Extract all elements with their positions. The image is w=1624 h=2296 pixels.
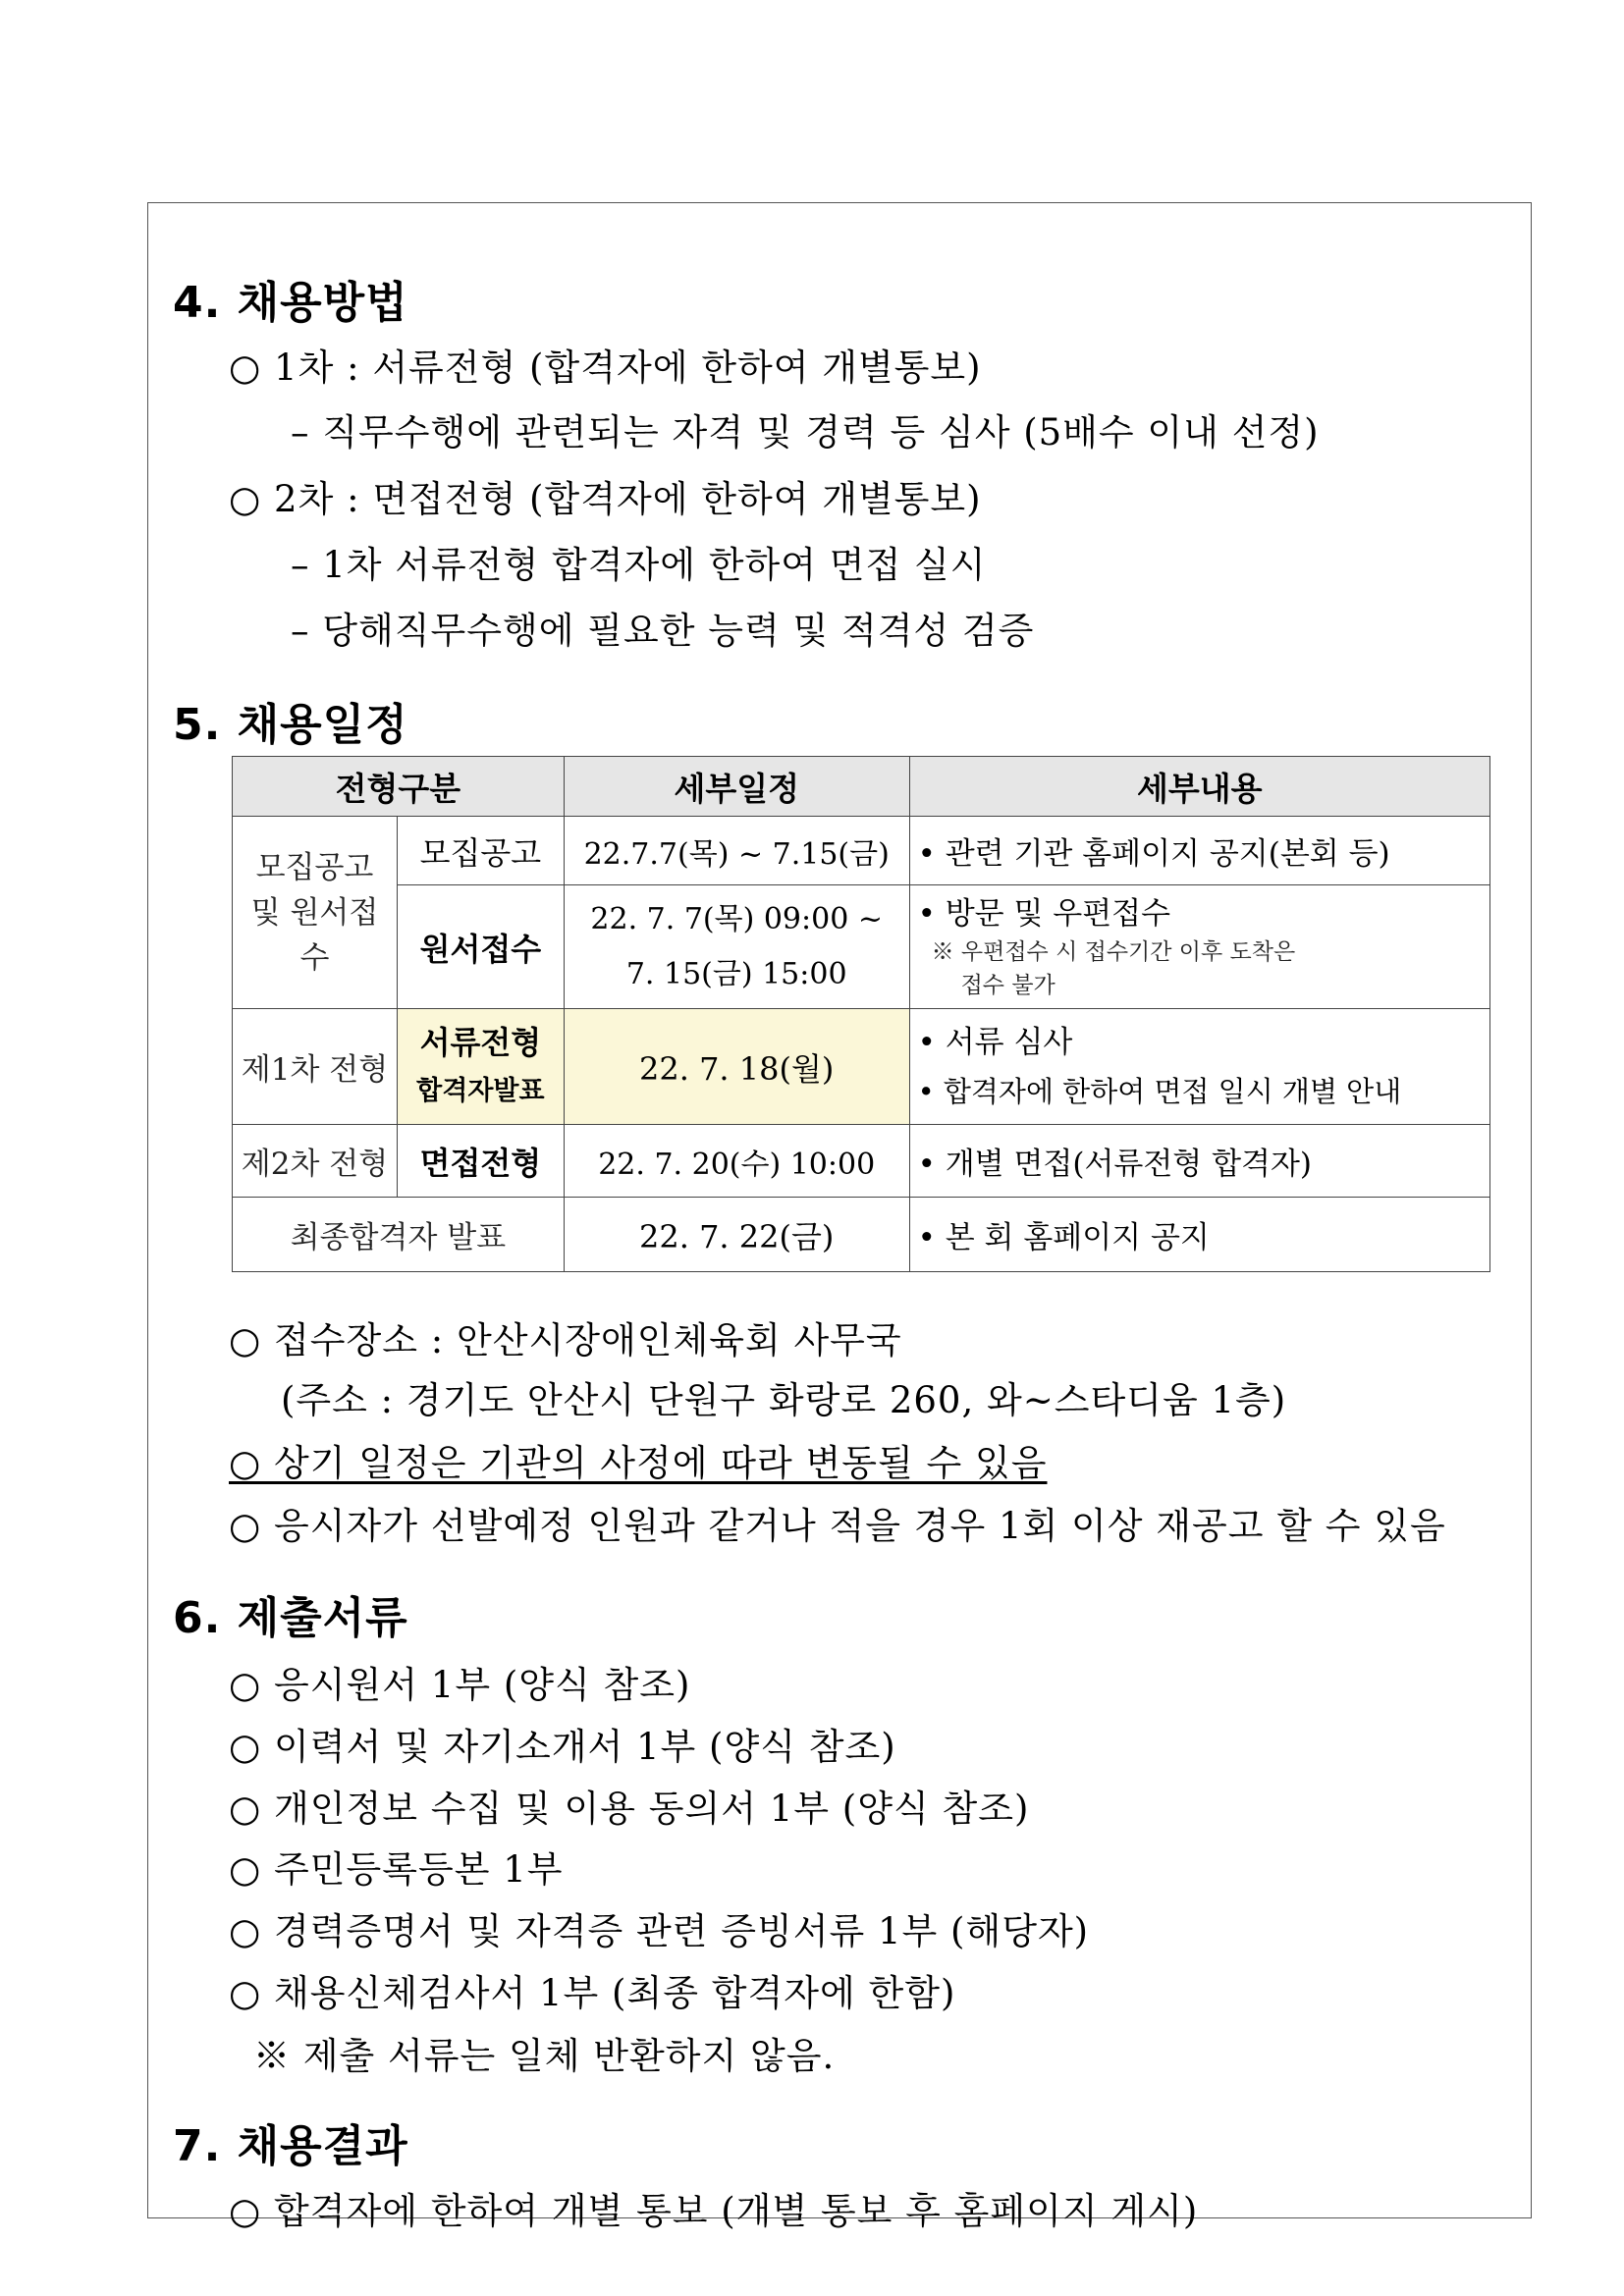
row5-date: 22. 7. 22(금) <box>564 1198 909 1272</box>
row4-date: 22. 7. 20(수) 10:00 <box>564 1125 909 1198</box>
row3-detail <box>909 1009 1489 1125</box>
section-5-title: 5. 채용일정 <box>173 700 408 750</box>
row4-sub: 면접전형 <box>397 1125 564 1198</box>
group-recruit-label: 모집공고 및 원서접수 <box>250 849 379 976</box>
row4-group: 제2차 전형 <box>233 1125 398 1198</box>
schedule-table <box>232 756 1490 1272</box>
row3-date: 22. 7. 18(월) <box>564 1009 909 1125</box>
section-6-title: 6. 제출서류 <box>173 1593 408 1643</box>
row1-sub: 모집공고 <box>397 817 564 885</box>
section-4-item-2: ○ 2차 : 면접전형 (합격자에 한하여 개별통보) <box>229 478 982 520</box>
table-row <box>233 885 1490 1009</box>
section-6-item-5: ○ 경력증명서 및 자격증 관련 증빙서류 1부 (해당자) <box>229 1910 1090 1952</box>
row4-detail-text: • 개별 면접(서류전형 합격자) <box>918 1147 1312 1182</box>
table-row <box>233 1125 1490 1198</box>
section-6-item-1: ○ 응시원서 1부 (양식 참조) <box>229 1664 691 1706</box>
row2-note-1: ※ 우편접수 시 접수기간 이후 도착은 <box>931 938 1296 965</box>
row2-date-line-2: 7. 15(금) 15:00 <box>625 956 847 991</box>
row3-detail-1: • 서류 심사 <box>918 1018 1482 1067</box>
row5-detail <box>909 1198 1489 1272</box>
row1-detail <box>909 817 1489 885</box>
row2-detail-text: • 방문 및 우편접수 <box>918 892 1482 935</box>
section-6-item-6: ○ 채용신체검사서 1부 (최종 합격자에 한함) <box>229 1972 956 2014</box>
row4-detail <box>909 1125 1489 1198</box>
header-schedule: 세부일정 <box>564 757 909 817</box>
section-4-item-1-sub: – 직무수행에 관련되는 자격 및 경력 등 심사 (5배수 이내 선정) <box>291 411 1320 454</box>
row2-note-2: 접수 불가 <box>960 972 1056 998</box>
table-row <box>233 1009 1490 1125</box>
header-stage: 전형구분 <box>233 757 565 817</box>
section-5-note-1: ○ 상기 일정은 기관의 사정에 따라 변동될 수 있음 <box>229 1442 1048 1484</box>
section-4-item-2-sub-1: – 1차 서류전형 합격자에 한하여 면접 실시 <box>291 544 987 586</box>
row5-detail-text: • 본 회 홈페이지 공지 <box>918 1220 1210 1255</box>
section-5-note-2: ○ 응시자가 선발예정 인원과 같거나 적을 경우 1회 이상 재공고 할 수 있음 <box>229 1505 1446 1547</box>
section-6-item-3: ○ 개인정보 수집 및 이용 동의서 1부 (양식 참조) <box>229 1788 1030 1830</box>
row5-group: 최종합격자 발표 <box>233 1198 565 1272</box>
row2-detail <box>909 885 1489 1009</box>
section-5-address: (주소 : 경기도 안산시 단원구 화랑로 260, 와~스타디움 1층) <box>281 1379 1287 1421</box>
row3-group: 제1차 전형 <box>233 1009 398 1125</box>
row3-sub <box>397 1009 564 1125</box>
row3-detail-2: • 합격자에 한하여 면접 일시 개별 안내 <box>918 1067 1482 1116</box>
row3-sub-line-1: 서류전형 <box>419 1023 542 1061</box>
row1-detail-text: • 관련 기관 홈페이지 공지(본회 등) <box>918 836 1390 872</box>
section-4-item-1: ○ 1차 : 서류전형 (합격자에 한하여 개별통보) <box>229 347 982 389</box>
section-6-note: ※ 제출 서류는 일체 반환하지 않음. <box>253 2035 836 2077</box>
table-row <box>233 817 1490 885</box>
row2-date-line-1: 22. 7. 7(목) 09:00 ~ <box>590 901 883 936</box>
row2-sub: 원서접수 <box>397 885 564 1009</box>
row3-sub-line-2: 합격자발표 <box>416 1075 545 1106</box>
row2-date <box>564 885 909 1009</box>
section-4-title: 4. 채용방법 <box>173 278 408 328</box>
section-6-item-4: ○ 주민등록등본 1부 <box>229 1848 564 1891</box>
section-5-place: ○ 접수장소 : 안산시장애인체육회 사무국 <box>229 1319 902 1362</box>
section-7-item: ○ 합격자에 한하여 개별 통보 (개별 통보 후 홈페이지 게시) <box>229 2190 1199 2232</box>
section-4-item-2-sub-2: – 당해직무수행에 필요한 능력 및 적격성 검증 <box>291 610 1035 652</box>
table-row <box>233 1198 1490 1272</box>
row1-date: 22.7.7(목) ~ 7.15(금) <box>564 817 909 885</box>
header-detail: 세부내용 <box>909 757 1489 817</box>
group-recruit <box>233 817 398 1009</box>
section-7-title: 7. 채용결과 <box>173 2121 408 2171</box>
section-6-item-2: ○ 이력서 및 자기소개서 1부 (양식 참조) <box>229 1726 896 1768</box>
table-header-row <box>233 757 1490 817</box>
